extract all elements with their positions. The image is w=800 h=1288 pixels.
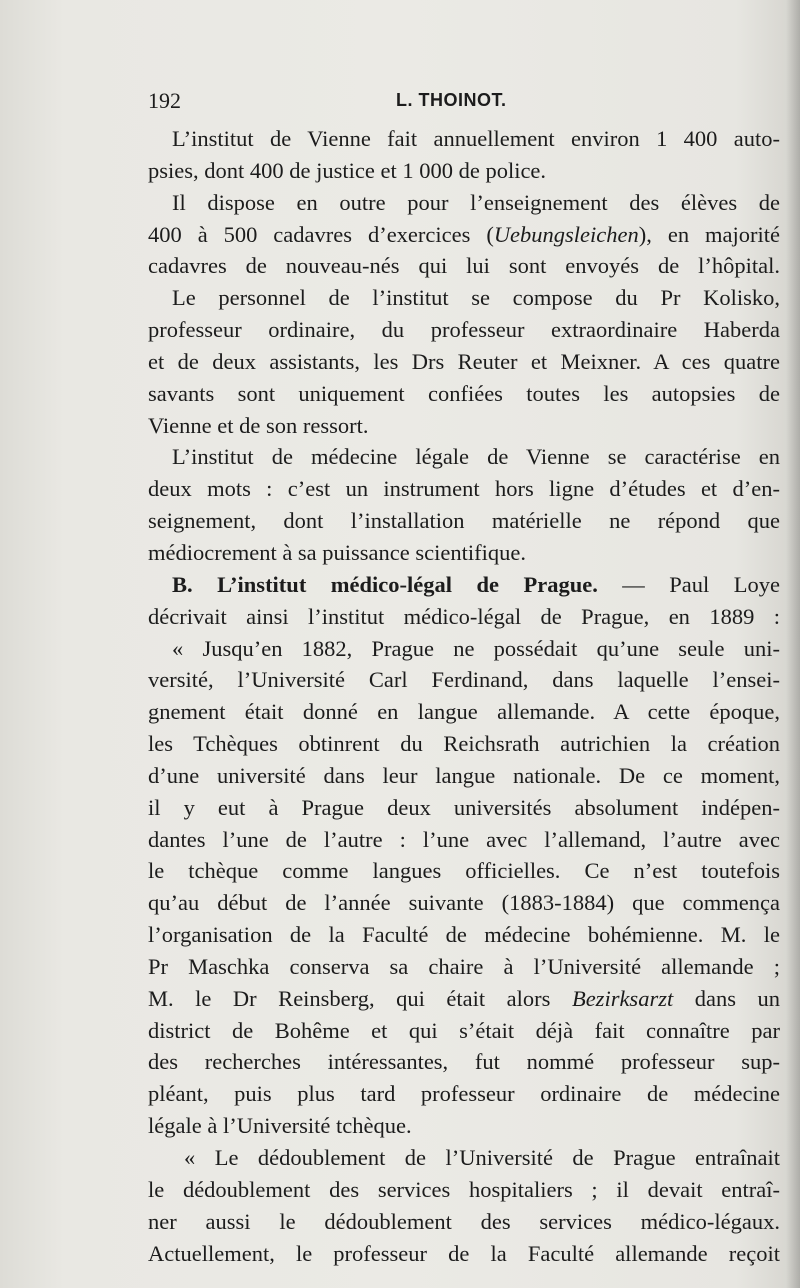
text-line: et de deux assistants, les Drs Reuter et Meixner. A ces quatre xyxy=(148,348,780,374)
text-line: savants sont uniquement confiées toutes les autopsies de xyxy=(148,380,780,406)
text-line: dantes l’une de l’autre : l’une avec l’allemand, l’autre avec xyxy=(148,826,780,852)
running-head: L. THOINOT. xyxy=(396,90,507,110)
page-header xyxy=(148,88,768,118)
text-line: le dédoublement des services hospitaliers ; il devait entraî- xyxy=(148,1176,780,1202)
text-line: des recherches intéressantes, fut nommé professeur sup- xyxy=(148,1049,780,1075)
text-line: gnement était donné en langue allemande. A cette époque, xyxy=(148,699,780,725)
italic-term: Uebungsleichen xyxy=(493,221,639,247)
text-line: qu’au début de l’année suivante (1883-1884) que commença xyxy=(148,890,780,916)
text-line: versité, l’Université Carl Ferdinand, dans laquelle l’ensei- xyxy=(148,667,780,693)
text-line: L’institut de Vienne fait annuellement environ 1 400 auto- xyxy=(172,126,780,151)
text-line: le tchèque comme langues officielles. Ce n’est toutefois xyxy=(148,858,780,884)
text-line: pléant, puis plus tard professeur ordinaire de médecine xyxy=(148,1081,780,1107)
text-line: décrivait ainsi l’institut médico-légal de Prague, en 1889 : xyxy=(148,603,780,629)
text-line: il y eut à Prague deux universités absolument indépen- xyxy=(148,794,780,820)
text-line: Vienne et de son ressort. xyxy=(148,412,369,438)
text-line: 400 à 500 cadavres d’exercices (Uebungsleichen), en majorité xyxy=(148,221,780,247)
text-line: professeur ordinaire, du professeur extraordinaire Haberda xyxy=(148,317,780,343)
text-line: l’organisation de la Faculté de médecine bohémienne. M. le xyxy=(148,922,780,948)
text-line: « Jusqu’en 1882, Prague ne possédait qu’une seule uni- xyxy=(172,635,780,661)
section-heading-line: B. L’institut médico-légal de Prague. — Paul Loye xyxy=(172,571,780,597)
text-line: « Le dédoublement de l’Université de Prague entraînait xyxy=(184,1145,780,1170)
body-text xyxy=(148,123,780,1269)
text-line: psies, dont 400 de justice et 1 000 de police. xyxy=(148,157,547,183)
page-number: 192 xyxy=(148,88,181,113)
text-line: médiocrement à sa puissance scientifique. xyxy=(148,539,526,565)
text-line: les Tchèques obtinrent du Reichsrath autrichien la création xyxy=(148,731,780,757)
text-line: district de Bohême et qui s’était déjà fait connaître par xyxy=(148,1017,780,1043)
text-line: Actuellement, le professeur de la Faculté allemande reçoit xyxy=(148,1240,780,1266)
text-line: Pr Maschka conserva sa chaire à l’Université allemande ; xyxy=(148,953,780,979)
text-line: M. le Dr Reinsberg, qui était alors Bezirksarzt dans un xyxy=(148,985,780,1011)
text-line: L’institut de médecine légale de Vienne se caractérise en xyxy=(172,444,780,470)
text-line: Il dispose en outre pour l’enseignement des élèves de xyxy=(172,189,780,215)
text-line: légale à l’Université tchèque. xyxy=(148,1113,412,1139)
page-edge-shadow xyxy=(786,0,800,1288)
italic-term: Bezirksarzt xyxy=(571,985,674,1011)
text-line: cadavres de nouveau-nés qui lui sont envoyés de l’hôpital. xyxy=(148,253,780,279)
text-line: ner aussi le dédoublement des services médico-légaux. xyxy=(148,1208,780,1234)
text-line: deux mots : c’est un instrument hors ligne d’études et d’en- xyxy=(148,476,780,502)
text-line: Le personnel de l’institut se compose du Pr Kolisko, xyxy=(172,285,780,311)
text-line: d’une université dans leur langue nationale. De ce moment, xyxy=(148,762,780,788)
text-line: seignement, dont l’installation matérielle ne répond que xyxy=(148,508,780,534)
section-heading: B. L’institut médico-légal de Prague. xyxy=(172,571,598,597)
